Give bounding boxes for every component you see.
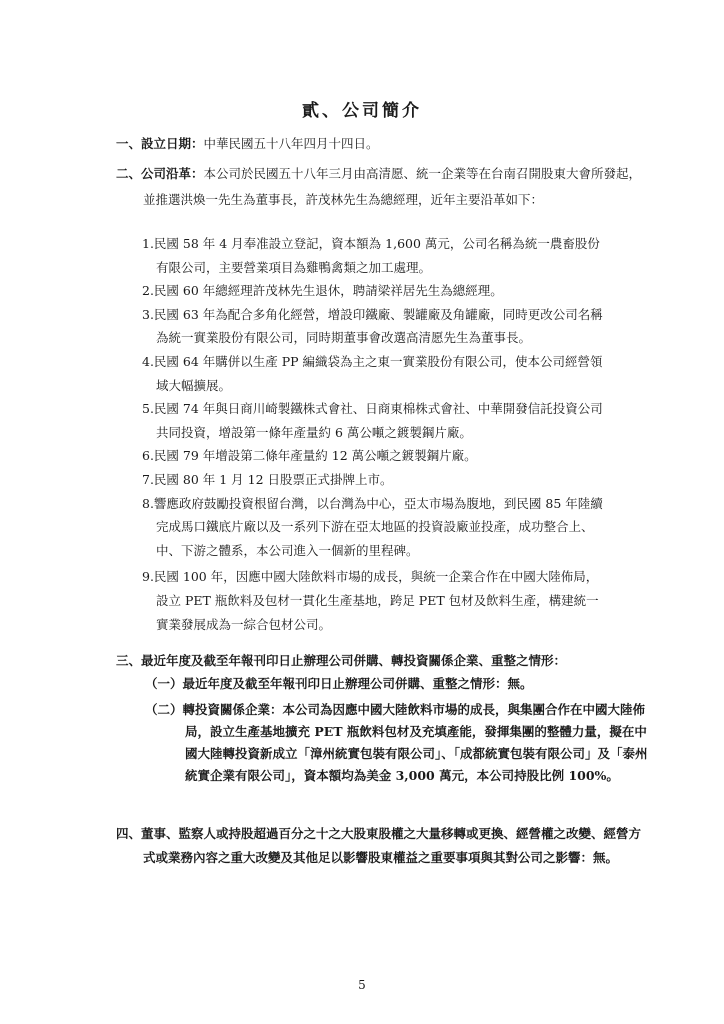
page-title: 貳、公司簡介 — [302, 101, 422, 121]
section3-heading: 三、最近年度及截至年報刊印日止辦理公司併購、轉投資關係企業、重整之情形： — [116, 653, 567, 668]
list-item: 5.民國 74 年與日商川崎製鐵株式會社、日商東棉株式會社、中華開發信託投資公司共同投資，增設第一條年產量約 6 萬公噸之鍍製鋼片廠。 — [142, 401, 603, 440]
list-item: 6.民國 79 年增設第二條年產量約 12 萬公噸之鍍製鋼片廠。 — [142, 448, 477, 464]
list-item: 9.民國 100 年，因應中國大陸飲料市場的成長，與統一企業合作在中國大陸佈局，設立 PET 瓶飲料及包材一貫化生產基地，跨足 PET 包材及飲料生產，構建統一實業發展成為一綜合包材公司。 — [142, 569, 599, 632]
history-list — [142, 232, 604, 636]
section-establishment-date — [116, 131, 624, 157]
list-item: 2.民國 60 年總經理許茂林先生退休，聘請梁祥居先生為總經理。 — [142, 283, 503, 299]
section1-label: 一、設立日期： — [116, 136, 204, 151]
section2-text: 本公司於民國五十八年三月由高清愿、統一企業等在台南召開股東大會所發起，並推選洪煥一先生為董事長，許茂林先生為總經理，近年主要沿革如下： — [143, 166, 642, 207]
section1-text: 中華民國五十八年四月十四日。 — [203, 136, 379, 151]
section-company-history — [116, 161, 651, 213]
section4-text: 四、董事、監察人或持股超過百分之十之大股東股權之大量移轉或更換、經營權之改變、經營方式或業務內容之重大改變及其他足以影響股東權益之重要事項與其對公司之影響：無。 — [116, 826, 642, 865]
list-item: 3.民國 63 年為配合多角化經營，增設印鐵廠、製罐廠及角罐廠，同時更改公司名稱為統一實業股份有限公司，同時期董事會改選高清愿先生為董事長。 — [142, 306, 603, 346]
list-item: 8.響應政府鼓勵投資根留台灣，以台灣為中心，亞太市場為腹地，到民國 85 年陸續完成馬口鐵底片廠以及一系列下游在亞太地區的投資設廠並投產，成功整合上、中、下游之體系，本公司進入一個新的里程碑。 — [142, 495, 603, 558]
list-item: 1.民國 58 年 4 月奉准設立登記，資本額為 1,600 萬元，公司名稱為統一農畜股份有限公司，主要營業項目為雞鴨禽類之加工處理。 — [142, 236, 600, 275]
section2-label: 二、公司沿革： — [116, 166, 204, 181]
page-number: 5 — [358, 978, 366, 992]
list-item: 7.民國 80 年 1 月 12 日股票正式掛牌上市。 — [142, 471, 393, 487]
list-item: 4.民國 64 年購併以生產 PP 編織袋為主之東一實業股份有限公司，使本公司經營領域大幅擴展。 — [142, 353, 603, 393]
section3-sub1: （一）最近年度及截至年報刊印日止辦理公司併購、重整之情形：無。 — [145, 676, 533, 691]
section3-sub2: （二）轉投資關係企業：本公司為因應中國大陸飲料市場的成長，與集團合作在中國大陸佈局，設立生產基地擴充 PET 瓶飲料包材及充填產能，發揮集團的整體力量，擬在中國大陸轉投資新成立「漳州統實包裝有限公司」、「成都統實包裝有限公司」及「泰州統實企業有限公司」，資本額均為美金 3,000 萬元，本公司持股比例 100%。 — [145, 702, 648, 783]
